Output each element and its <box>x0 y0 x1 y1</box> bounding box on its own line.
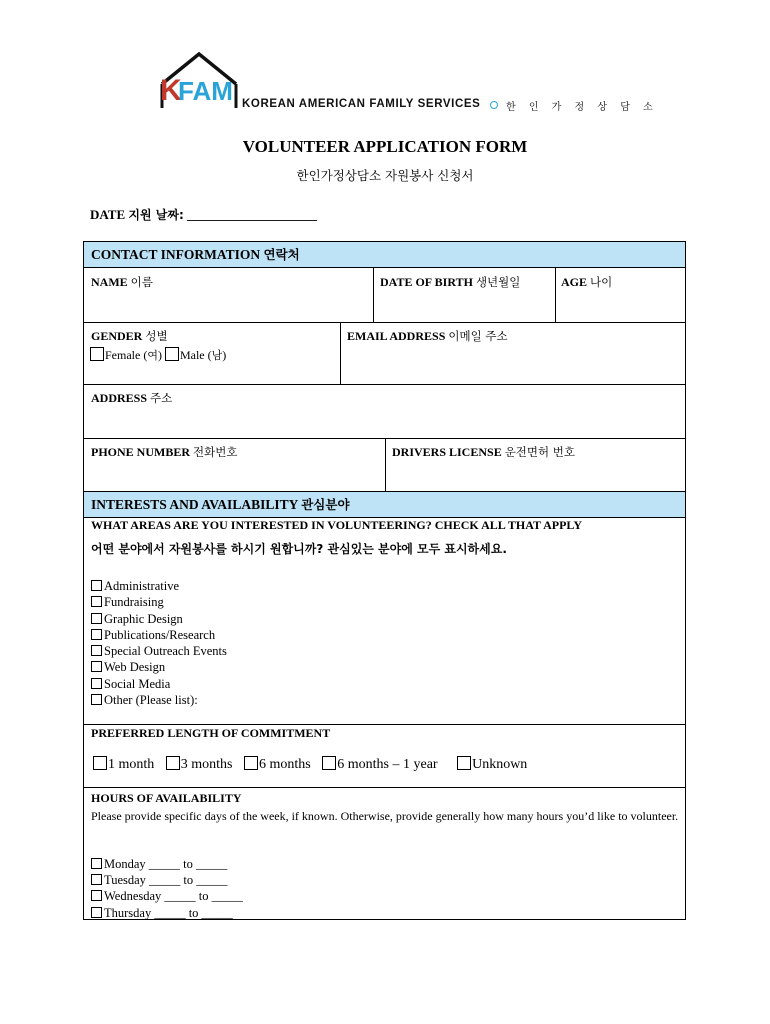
interest-checkbox[interactable] <box>91 661 102 672</box>
commitment-option-label: Unknown <box>472 757 528 772</box>
phone-label: PHONE NUMBER <box>91 445 190 459</box>
gender-label-group <box>91 328 168 344</box>
commitment-checkbox[interactable] <box>244 756 258 770</box>
divider <box>84 724 685 725</box>
divider <box>84 322 685 323</box>
day-checkbox[interactable] <box>91 907 102 918</box>
hours-description: Please provide specific days of the week, if known. Otherwise, provide generally how many hours you’d like to volunteer. <box>91 809 679 823</box>
commitment-option-label: 1 month <box>108 757 155 772</box>
paren: ) <box>157 348 162 362</box>
name-field[interactable] <box>91 274 153 290</box>
list-item[interactable] <box>91 905 243 921</box>
commitment-checkbox[interactable] <box>322 756 336 770</box>
commitment-label: PREFERRED LENGTH OF COMMITMENT <box>91 726 331 740</box>
age-label-korean: 나이 <box>590 275 613 289</box>
contact-header-label-korean: 연락처 <box>263 247 300 262</box>
female-label-korean: 여 <box>147 349 158 362</box>
list-item[interactable] <box>91 872 243 888</box>
commitment-option-label: 6 months <box>259 757 311 772</box>
interest-label: Other (Please list): <box>104 693 198 708</box>
date-label: DATE <box>90 207 126 222</box>
commitment-option-label: 6 months – 1 year <box>337 757 438 772</box>
date-blank-line[interactable]: ____________________ <box>187 207 318 222</box>
contact-header-label: CONTACT INFORMATION <box>91 247 261 262</box>
form-subtitle-korean: 한인가정상담소 자원봉사 신청서 <box>296 168 474 183</box>
logo-dot-icon <box>490 101 498 109</box>
list-item[interactable] <box>91 611 227 627</box>
interest-label: Graphic Design <box>104 611 183 626</box>
commitment-option[interactable] <box>244 757 311 772</box>
divider <box>385 438 386 491</box>
gender-label-korean: 성별 <box>145 329 168 343</box>
divider <box>84 384 685 385</box>
interests-header-label: INTERESTS AND AVAILABILITY <box>91 497 298 512</box>
list-item[interactable] <box>91 692 227 708</box>
paren: ) <box>222 348 227 362</box>
divider <box>555 268 556 322</box>
list-item[interactable] <box>91 888 243 904</box>
organization-name-korean: 한 인 가 정 상 담 소 <box>506 102 658 113</box>
hours-label: HOURS OF AVAILABILITY <box>91 791 242 805</box>
address-field[interactable] <box>91 390 172 406</box>
age-field[interactable] <box>561 274 612 290</box>
interest-options-list <box>91 578 227 708</box>
email-label-korean: 이메일 주소 <box>448 329 508 343</box>
commitment-options <box>93 756 535 773</box>
list-item[interactable] <box>91 643 227 659</box>
interest-checkbox[interactable] <box>91 629 102 640</box>
day-label: Tuesday _____ to _____ <box>104 873 228 888</box>
interests-availability-header <box>84 492 685 518</box>
divider <box>340 322 341 384</box>
interest-checkbox[interactable] <box>91 596 102 607</box>
list-item[interactable] <box>91 856 243 872</box>
interest-label: Special Outreach Events <box>104 644 227 659</box>
application-form-table <box>83 241 686 920</box>
female-label: Female ( <box>105 348 148 362</box>
gender-options <box>90 347 226 363</box>
divider <box>84 787 685 788</box>
commitment-option[interactable] <box>166 757 233 772</box>
dob-label-korean: 생년월일 <box>475 275 521 289</box>
license-label: DRIVERS LICENSE <box>392 445 502 459</box>
age-label: AGE <box>561 275 588 289</box>
interests-header-label-korean: 관심분야 <box>301 497 350 512</box>
commitment-option[interactable] <box>322 757 437 772</box>
interests-question-korean: 어떤 분야에서 자원봉사를 하시기 원합니까? 관심있는 분야에 모두 표시하세요. <box>91 542 507 556</box>
phone-label-korean: 전화번호 <box>193 445 238 459</box>
email-address-field[interactable] <box>347 328 508 344</box>
availability-days-list <box>91 856 243 921</box>
list-item[interactable] <box>91 594 227 610</box>
logo-fam-letters: FAM <box>178 76 233 106</box>
commitment-option[interactable] <box>457 757 527 772</box>
commitment-option-label: 3 months <box>180 757 233 772</box>
interest-label: Administrative <box>104 579 179 593</box>
day-label: Monday _____ to _____ <box>104 857 228 871</box>
interest-label: Fundraising <box>104 595 164 610</box>
gender-label: GENDER <box>91 329 143 343</box>
day-checkbox[interactable] <box>91 890 102 901</box>
divider <box>373 268 374 322</box>
logo-k-letter: K <box>160 74 181 107</box>
interest-label: Web Design <box>104 660 166 675</box>
interest-checkbox[interactable] <box>91 678 102 689</box>
male-label-korean: 남 <box>211 349 223 362</box>
date-of-birth-field[interactable] <box>380 274 520 290</box>
phone-number-field[interactable] <box>91 444 237 460</box>
day-label: Thursday _____ to _____ <box>104 905 233 920</box>
list-item[interactable] <box>91 627 227 643</box>
address-label: ADDRESS <box>91 391 148 405</box>
email-label: EMAIL ADDRESS <box>347 329 446 343</box>
license-label-korean: 운전면허 번호 <box>504 445 576 459</box>
interest-label: Publications/Research <box>104 627 216 642</box>
interest-checkbox[interactable] <box>91 694 102 705</box>
interest-checkbox[interactable] <box>91 613 102 624</box>
form-title: VOLUNTEER APPLICATION FORM <box>242 137 528 156</box>
drivers-license-field[interactable] <box>392 444 575 460</box>
day-checkbox[interactable] <box>91 858 102 869</box>
name-label-korean: 이름 <box>130 275 153 289</box>
male-label: Male ( <box>179 348 212 362</box>
kfam-logo <box>158 50 658 116</box>
male-checkbox[interactable] <box>165 347 179 361</box>
commitment-checkbox[interactable] <box>457 756 471 770</box>
contact-information-header <box>84 242 685 268</box>
interest-checkbox[interactable] <box>91 645 102 656</box>
commitment-checkbox[interactable] <box>93 756 107 770</box>
day-label: Wednesday _____ to _____ <box>104 889 243 904</box>
day-checkbox[interactable] <box>91 874 102 885</box>
application-date-field[interactable] <box>90 206 317 223</box>
interest-checkbox[interactable] <box>91 580 102 591</box>
list-item[interactable] <box>91 659 227 675</box>
interests-question: WHAT AREAS ARE YOU INTERESTED IN VOLUNTEERING? CHECK ALL THAT APPLY <box>91 518 582 532</box>
commitment-option[interactable] <box>93 757 154 772</box>
commitment-checkbox[interactable] <box>166 756 180 770</box>
list-item[interactable] <box>91 676 227 692</box>
interest-label: Social Media <box>104 676 171 691</box>
address-label-korean: 주소 <box>150 391 173 405</box>
female-checkbox[interactable] <box>90 347 104 361</box>
list-item[interactable] <box>91 578 227 594</box>
dob-label: DATE OF BIRTH <box>380 275 473 289</box>
name-label: NAME <box>91 275 128 289</box>
date-label-korean: 지원 날짜: <box>128 208 184 222</box>
organization-name: KOREAN AMERICAN FAMILY SERVICES <box>242 98 481 110</box>
